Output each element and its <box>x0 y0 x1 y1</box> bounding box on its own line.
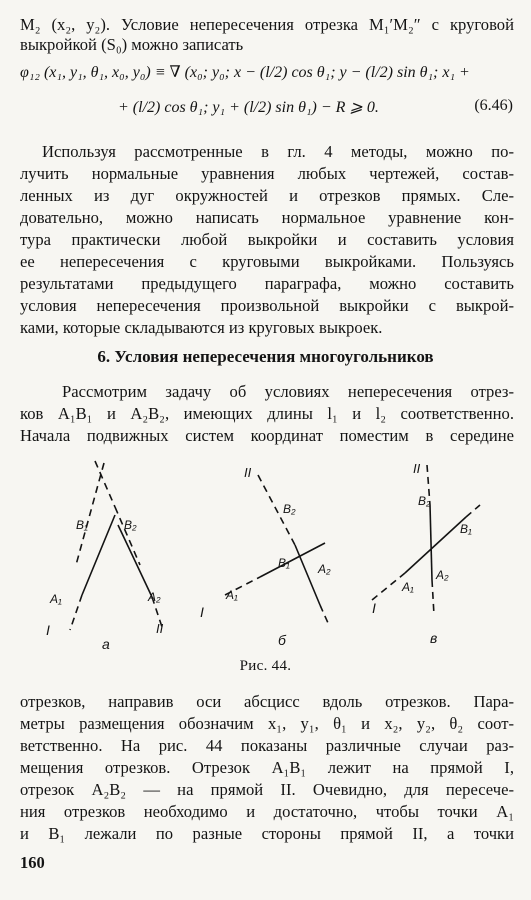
label-I-a: I <box>46 622 50 638</box>
label-B2-b: B₂ <box>283 502 296 516</box>
label-II-c: II <box>413 461 421 476</box>
label-A1-b: A₁ <box>226 588 238 602</box>
text-line: результатами предыдущего параграфа, можно составить <box>20 274 514 293</box>
label-II-b: II <box>244 465 252 480</box>
segment-A2B2-a <box>118 525 152 597</box>
page-number: 160 <box>20 853 45 872</box>
text-line: Начала подвижных систем координат поместим в середине <box>20 426 514 445</box>
label-I-b: I <box>200 604 204 620</box>
text-line: выкройкой (S₀) можно записать <box>20 35 244 54</box>
label-A1-c: A₁ <box>402 580 414 594</box>
text-line: мещения отрезков. Отрезок A₁B₁ лежит на прямой I, <box>20 758 514 777</box>
line-I-dashed-lower <box>70 595 82 630</box>
label-II-a: II <box>156 621 164 636</box>
text-line: ками, которые складываются из круговых выкроек. <box>20 318 383 337</box>
label-B2-c: B₂ <box>418 494 431 508</box>
label-B1-b: B₁ <box>278 556 290 570</box>
label-B2-a: B₂ <box>124 518 137 532</box>
label-A2-a: A₂ <box>148 590 161 604</box>
line-I-dashed-upper <box>95 461 115 507</box>
text-line: M₂ (x₂, y₂). Условие непересечения отрезка M₁′M₂″ с круговой <box>20 15 514 34</box>
segment-A2B2-b <box>295 545 320 605</box>
text-line: ветственно. На рис. 44 показаны различные случаи раз- <box>20 736 514 755</box>
line-II-c-lower <box>432 580 434 615</box>
text-line: Используя рассмотренные в гл. 4 методы, можно по- <box>42 142 514 161</box>
segment-A2B2-c <box>430 505 432 580</box>
line-I-c-lower <box>372 573 405 600</box>
line-I-dashed-mid <box>115 507 140 565</box>
line-II-b-lower <box>320 605 328 623</box>
panel-tag-c: в <box>430 630 438 646</box>
text-line: условия непересечения произвольной выкройки с выкрой- <box>20 296 514 315</box>
text-line: Рассмотрим задачу об условиях непересечения отрез- <box>62 382 514 401</box>
segment-A1B1-b <box>260 543 325 577</box>
figure-caption: Рис. 44. <box>239 658 292 674</box>
equation-line-1: φ₁₂ (x₁, y₁, θ₁, x₀, y₀) ≡ ∇ (x₀; y₀; x − (l/2) cos θ₁; y − (l/2) sin θ₁; x₁ + <box>20 64 470 81</box>
equation-number: (6.46) <box>474 97 513 114</box>
segment-A1B1-c <box>405 517 466 573</box>
text-line: ков A₁B₁ и A₂B₂, имеющих длины l₁ и l₂ соответственно. <box>20 404 514 423</box>
text-line: ния отрезков необходимо и достаточно, чтобы точки A₁ <box>20 802 514 821</box>
text-line: ее непересечения с круговыми выкройками. Пользуясь <box>20 252 514 271</box>
text-line: тура практически любой выкройки и составить условия <box>20 230 514 249</box>
equation-line-2: + (l/2) cos θ₁; y₁ + (l/2) sin θ₁) − R ⩾ 0. <box>118 99 379 116</box>
text-line: ленных из дуг окружностей и отрезков прямых. Сле- <box>20 186 514 205</box>
text-line: лучить нормальные уравнения любых чертежей, состав- <box>20 164 514 183</box>
text-line: метры размещения обозначим x₁, y₁, θ₁ и x₂, y₂, θ₂ соот- <box>20 714 514 733</box>
label-A2-b: A₂ <box>318 562 331 576</box>
label-B1-a: B₁ <box>76 518 88 532</box>
label-I-c: I <box>372 600 376 616</box>
text-line: отрезков, направив оси абсцисс вдоль отрезков. Пара- <box>20 692 514 711</box>
label-B1-c: B₁ <box>460 522 472 536</box>
text-line: и B₁ лежали по разные стороны прямой II, а точки <box>20 824 514 843</box>
panel-tag-a: а <box>102 636 110 652</box>
text-line: отрезок A₂B₂ — на прямой II. Очевидно, для пересече- <box>20 780 514 799</box>
line-I-c-upper <box>466 505 480 517</box>
label-A1-a: A₁ <box>50 592 62 606</box>
line-II-dashed-upper <box>76 463 104 565</box>
figure-44 <box>20 455 520 655</box>
panel-tag-b: б <box>278 632 286 648</box>
section-heading: 6. Условия непересечения многоугольников <box>97 347 434 366</box>
label-A2-c: A₂ <box>436 568 449 582</box>
text-line: довательно, можно написать нормальное уравнение кон- <box>20 208 514 227</box>
